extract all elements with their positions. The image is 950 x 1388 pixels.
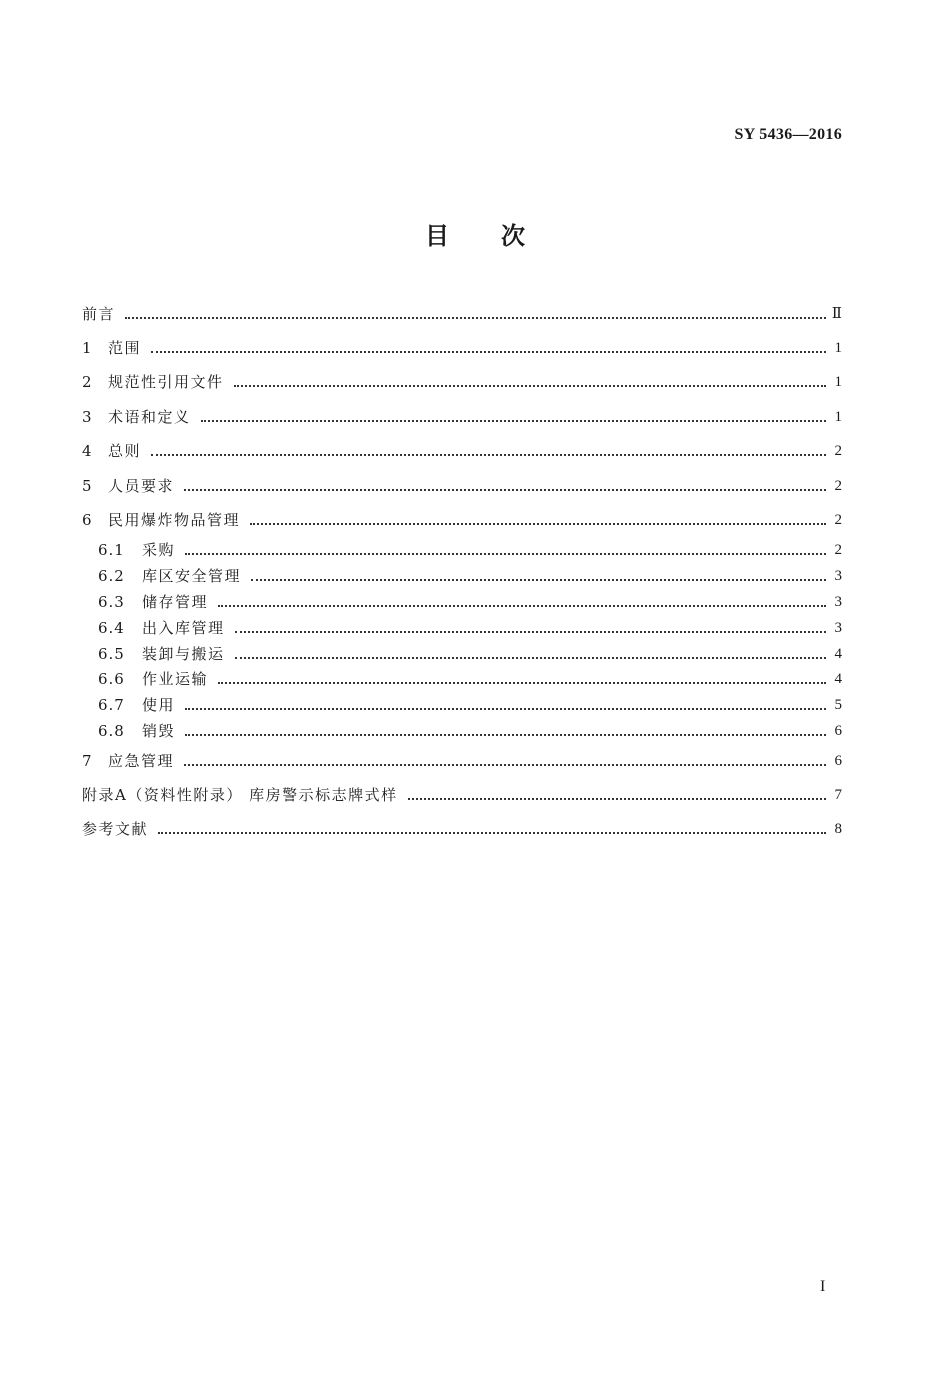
toc-entry-number: 6.7 xyxy=(98,696,125,714)
toc-entry-page: 2 xyxy=(834,512,842,528)
toc-leader-dots xyxy=(184,489,826,491)
toc-leader-dots xyxy=(201,420,826,422)
toc-entry-label: 总则 xyxy=(108,442,142,460)
toc-entry-general[interactable] xyxy=(82,440,842,462)
toc-entry-page: 4 xyxy=(834,671,842,687)
toc-entry-label: 应急管理 xyxy=(108,752,175,770)
toc-leader-dots xyxy=(218,682,826,684)
toc-entry-label: 附录A（资料性附录） 库房警示标志牌式样 xyxy=(82,786,398,804)
toc-entry-label: 库区安全管理 xyxy=(142,567,242,585)
toc-leader-dots xyxy=(251,579,826,581)
toc-leader-dots xyxy=(125,317,826,319)
toc-entry-label: 作业运输 xyxy=(142,670,209,688)
toc-entry-page: 6 xyxy=(834,723,842,739)
toc-entry-page: 2 xyxy=(834,542,842,558)
toc-entry-label: 民用爆炸物品管理 xyxy=(108,511,241,529)
toc-entry-page: 1 xyxy=(834,374,842,390)
toc-entry-label: 销毁 xyxy=(142,722,176,740)
toc-entry-number: 6.1 xyxy=(98,541,125,559)
toc-leader-dots xyxy=(250,523,826,525)
toc-entry-page: 3 xyxy=(834,568,842,584)
toc-leader-dots xyxy=(185,708,826,710)
toc-entry-personnel[interactable] xyxy=(82,475,842,497)
toc-entry-storage-area-safety[interactable] xyxy=(98,565,842,587)
toc-entry-number: 6.2 xyxy=(98,567,125,585)
toc-entry-number: 6.3 xyxy=(98,593,125,611)
toc-leader-dots xyxy=(408,798,826,800)
toc-leader-dots xyxy=(185,553,826,555)
toc-entry-label: 人员要求 xyxy=(108,477,175,495)
toc-entry-handling[interactable] xyxy=(98,643,842,665)
toc-entry-label: 使用 xyxy=(142,696,176,714)
toc-entry-page: 4 xyxy=(834,646,842,662)
toc-entry-number: 6.6 xyxy=(98,670,125,688)
page-number: I xyxy=(820,1278,826,1295)
standard-number: SY 5436—2016 xyxy=(734,126,842,143)
toc-entry-number: 2 xyxy=(82,373,93,391)
toc-leader-dots xyxy=(185,734,826,736)
toc-entry-label: 规范性引用文件 xyxy=(108,373,224,391)
toc-entry-bibliography[interactable] xyxy=(82,818,842,840)
toc-entry-number: 6 xyxy=(82,511,93,529)
toc-entry-page: 1 xyxy=(834,340,842,356)
toc-leader-dots xyxy=(235,657,826,659)
toc-entry-number: 6.5 xyxy=(98,645,125,663)
toc-entry-transport[interactable] xyxy=(98,668,842,690)
page-title: 目次 xyxy=(425,222,577,250)
toc-entry-normative-references[interactable] xyxy=(82,371,842,393)
toc-entry-page: 2 xyxy=(834,443,842,459)
toc-entry-label: 范围 xyxy=(108,339,142,357)
toc-entry-terms[interactable] xyxy=(82,406,842,428)
toc-entry-page: 8 xyxy=(834,821,842,837)
toc-leader-dots xyxy=(235,631,826,633)
toc-entry-number: 4 xyxy=(82,442,93,460)
toc-leader-dots xyxy=(158,832,826,834)
toc-entry-inout-management[interactable] xyxy=(98,617,842,639)
toc-entry-explosives-management[interactable] xyxy=(82,509,842,531)
toc-entry-label: 采购 xyxy=(142,541,176,559)
toc-entry-page: Ⅱ xyxy=(831,306,842,322)
toc-entry-usage[interactable] xyxy=(98,694,842,716)
toc-leader-dots xyxy=(234,385,826,387)
toc-entry-label: 前言 xyxy=(82,305,116,323)
toc-entry-number: 6.4 xyxy=(98,619,125,637)
toc-entry-page: 6 xyxy=(834,753,842,769)
toc-leader-dots xyxy=(184,764,826,766)
toc-entry-label: 术语和定义 xyxy=(108,408,191,426)
toc-entry-number: 3 xyxy=(82,408,93,426)
toc-entry-procurement[interactable] xyxy=(98,539,842,561)
toc-entry-page: 2 xyxy=(834,478,842,494)
toc-leader-dots xyxy=(218,605,826,607)
toc-entry-number: 5 xyxy=(82,477,93,495)
toc-entry-page: 5 xyxy=(834,697,842,713)
toc-entry-page: 1 xyxy=(834,409,842,425)
toc-entry-label: 出入库管理 xyxy=(142,619,225,637)
toc-entry-label: 装卸与搬运 xyxy=(142,645,225,663)
toc-entry-foreword[interactable] xyxy=(82,303,842,325)
toc-leader-dots xyxy=(151,351,826,353)
toc-entry-number: 6.8 xyxy=(98,722,125,740)
toc-entry-page: 3 xyxy=(834,594,842,610)
toc-entry-destruction[interactable] xyxy=(98,720,842,742)
toc-leader-dots xyxy=(151,454,826,456)
toc-entry-scope[interactable] xyxy=(82,337,842,359)
toc-entry-page: 3 xyxy=(834,620,842,636)
toc-entry-number: 7 xyxy=(82,752,93,770)
toc-entry-label: 储存管理 xyxy=(142,593,209,611)
toc-entry-emergency-management[interactable] xyxy=(82,750,842,772)
toc-entry-label: 参考文献 xyxy=(82,820,149,838)
toc-entry-page: 7 xyxy=(834,787,842,803)
toc-entry-number: 1 xyxy=(82,339,93,357)
toc-entry-appendix-a[interactable] xyxy=(82,784,842,806)
toc-entry-storage-management[interactable] xyxy=(98,591,842,613)
